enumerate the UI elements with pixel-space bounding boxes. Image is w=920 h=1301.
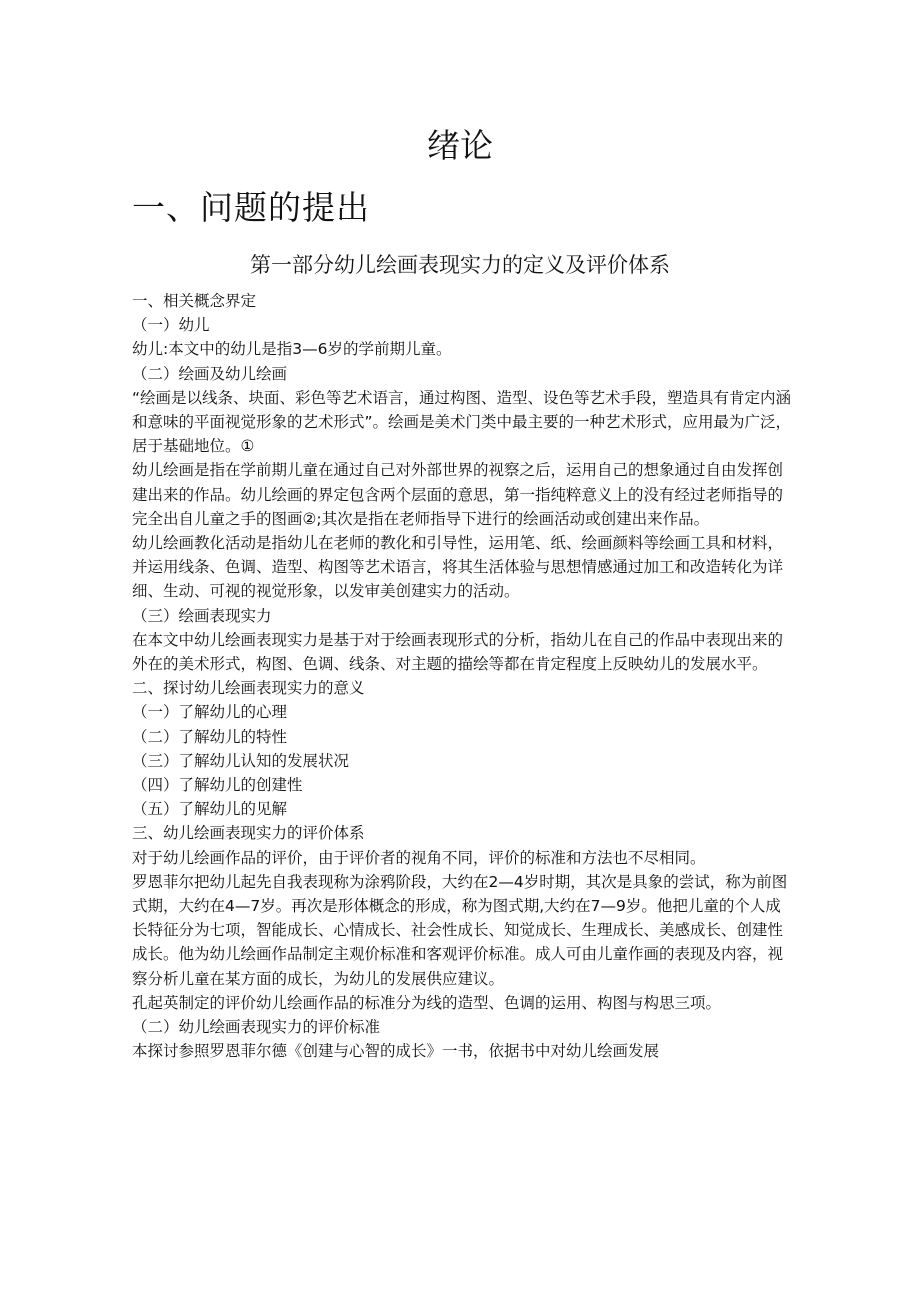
- subsection-heading: （三）了解幼儿认知的发展状况: [132, 751, 350, 770]
- paragraph: 本探讨参照罗恩菲尔德《创建与心智的成长》一书，依据书中对幼儿绘画发展: [132, 1042, 660, 1061]
- body-text: [132, 289, 792, 1064]
- document-title: 绪论: [427, 126, 493, 165]
- section-heading: 三、幼儿绘画表现实力的评价体系: [132, 824, 365, 843]
- subsection-heading: （二）幼儿绘画表现实力的评价标准: [132, 1018, 381, 1037]
- paragraph: “绘画是以线条、块面、彩色等艺术语言，通过构图、造型、设色等艺术手段，塑造具有肯定内涵和意味的平面视觉形象的艺术形式”。绘画是美术门类中最主要的一种艺术形式，应用最为广泛，居于基础地位。①: [132, 388, 792, 456]
- paragraph: 幼儿绘画是指在学前期儿童在通过自己对外部世界的视察之后，运用自己的想象通过自由发挥创建出来的作品。幼儿绘画的界定包含两个层面的意思，第一指纯粹意义上的没有经过老师指导的完全出自儿童之手的图画②;其次是指在老师指导下进行的绘画活动或创建出来作品。: [132, 461, 784, 528]
- subsection-heading: （一）了解幼儿的心理: [132, 703, 288, 722]
- subsection-heading: （一）幼儿: [132, 316, 210, 335]
- subsection-heading: （三）绘画表现实力: [132, 606, 272, 625]
- part-heading: 第一部分幼儿绘画表现实力的定义及评价体系: [250, 253, 670, 277]
- paragraph: 在本文中幼儿绘画表现实力是基于对于绘画表现形式的分析，指幼儿在自己的作品中表现出来的外在的美术形式，构图、色调、线条、对主题的描绘等都在肯定程度上反映幼儿的发展水平。: [132, 630, 784, 674]
- subsection-heading: （二）了解幼儿的特性: [132, 727, 288, 746]
- section-heading: 二、探讨幼儿绘画表现实力的意义: [132, 679, 365, 698]
- subsection-heading: （五）了解幼儿的见解: [132, 800, 288, 819]
- section-heading: 一、相关概念界定: [132, 292, 257, 310]
- paragraph: 对于幼儿绘画作品的评价，由于评价者的视角不同，评价的标准和方法也不尽相同。: [132, 848, 706, 867]
- chapter-heading: 一、问题的提出: [132, 188, 370, 227]
- paragraph: 幼儿绘画教化活动是指幼儿在老师的教化和引导性，运用笔、纸、绘画颜料等绘画工具和材料，并运用线条、色调、造型、构图等艺术语言，将其生活体验与思想情感通过加工和改造转化为详细、生动、可视的视觉形象，以发审美创建实力的活动。: [132, 534, 784, 601]
- paragraph: 幼儿:本文中的幼儿是指3—6岁的学前期儿童。: [132, 340, 452, 359]
- paragraph: 孔起英制定的评价幼儿绘画作品的标准分为线的造型、色调的运用、构图与构思三项。: [132, 993, 722, 1012]
- paragraph: 罗恩菲尔把幼儿起先自我表现称为涂鸦阶段，大约在2—4岁时期，其次是具象的尝试，称为前图式期，大约在4—7岁。再次是形体概念的形成，称为图式期,大约在7—9岁。他把儿童的个人成长特征分为七项，智能成长、心情成长、社会性成长、知觉成长、生理成长、美感成长、创建性成长。他为幼儿绘画作品制定主观价标准和客观评价标准。成人可由儿童作画的表现及内容，视察分析儿童在某方面的成长，为幼儿的发展供应建议。: [132, 872, 788, 988]
- subsection-heading: （四）了解幼儿的创建性: [132, 776, 303, 795]
- subsection-heading: （二）绘画及幼儿绘画: [132, 364, 288, 383]
